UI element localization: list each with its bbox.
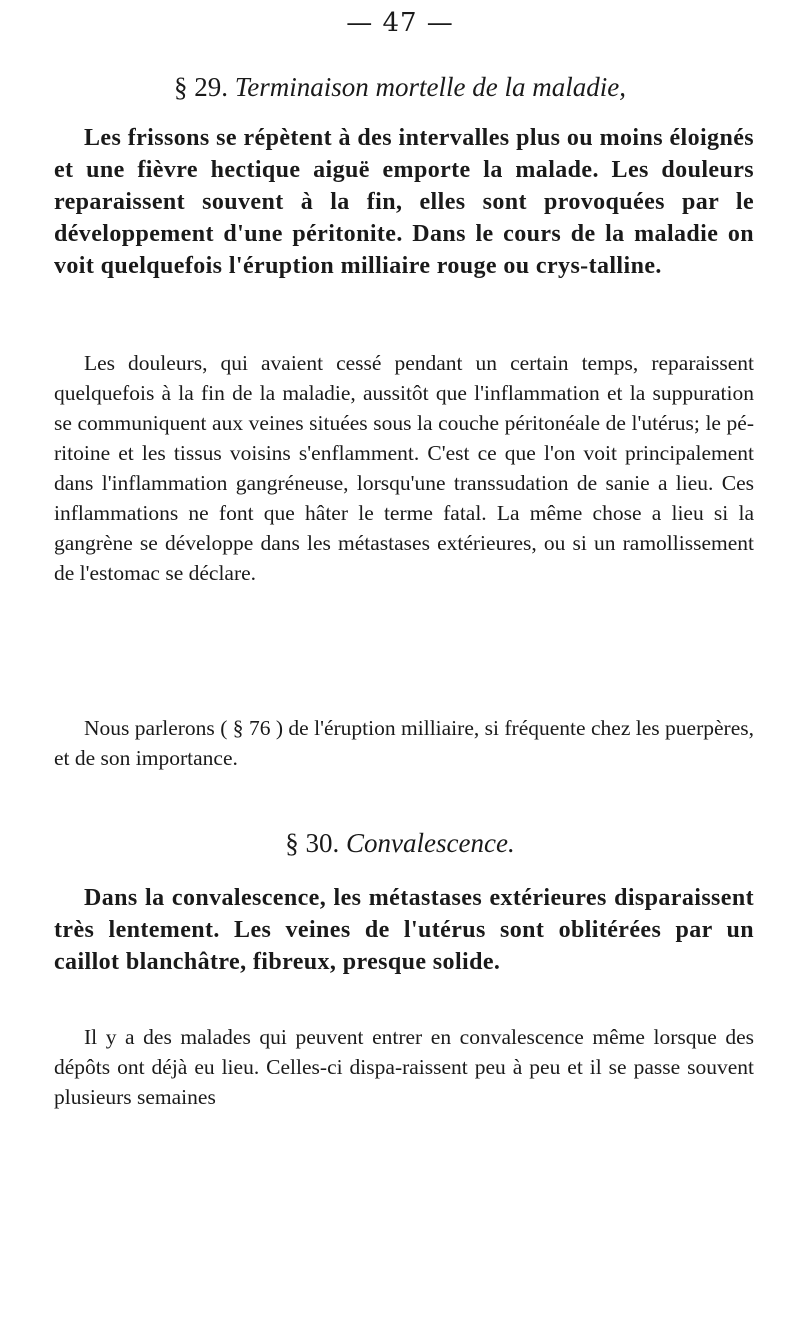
page-number: — 47 — <box>346 8 454 38</box>
paragraph-convalescence: Dans la convalescence, les métastases extérieures disparaissent très lentement. Les veines de l'utérus sont oblitérées par un caillot blanchâtre, fibreux, presque solide. <box>54 885 754 975</box>
section-30-heading <box>0 828 800 859</box>
section-30-title: Convalescence. <box>346 828 515 858</box>
section-29-title: Terminaison mortelle de la maladie, <box>234 72 626 102</box>
paragraph-eruption-milliaire: Nous parlerons ( § 76 ) de l'éruption milliaire, si fréquente chez les puerpères, et de son importance. <box>54 716 754 770</box>
paragraph-frissons: Les frissons se répètent à des intervalles plus ou moins éloignés et une fièvre hectique aiguë emporte la malade. Les douleurs reparaissent souvent à la fin, elles sont provoquées par le développement d'une péritonite. Dans le cours de la maladie on voit quelquefois l'éruption milliaire rouge ou crys-talline. <box>54 125 754 279</box>
section-29-number: § 29. <box>174 72 228 102</box>
paragraph-malades: Il y a des malades qui peuvent entrer en convalescence même lorsque des dépôts ont déjà eu lieu. Celles-ci dispa-raissent peu à peu et il se passe souvent plusieurs semaines <box>54 1025 754 1109</box>
section-29-heading <box>0 72 800 103</box>
section-30-number: § 30. <box>285 828 340 858</box>
paragraph-douleurs: Les douleurs, qui avaient cessé pendant un certain temps, reparaissent quelquefois à la fin de la maladie, aussitôt que l'inflammation et la suppuration se communiquent aux veines situées sous la couche péritonéale de l'utérus; le pé-ritoine et les tissus voisins s'enflamment. C'est ce que l'on voit principalement dans l'inflammation gangréneuse, lorsqu'une transsudation de sanie a lieu. Ces inflammations ne font que hâter le terme fatal. La même chose a lieu si la gangrène se développe dans les métastases extérieures, ou si un ramollissement de l'estomac se déclare. <box>54 351 754 585</box>
